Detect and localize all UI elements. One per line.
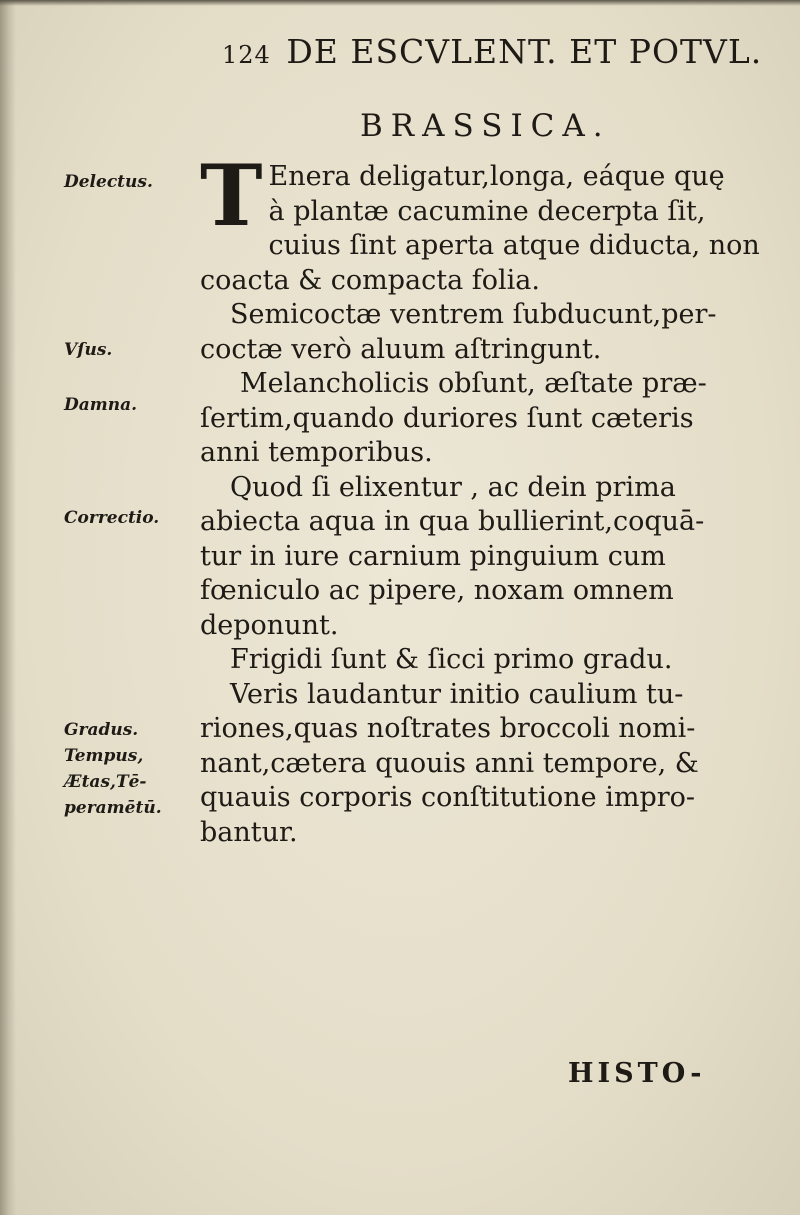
text-line: Enera deligatur,longa, eáque quę: [268, 161, 725, 192]
margin-note-correctio: Correctio.: [64, 508, 160, 528]
margin-note-usus: Vſus.: [64, 340, 113, 360]
section-title: BRASSICA.: [360, 108, 611, 144]
margin-note-tempus: Tempus,: [64, 746, 144, 766]
text-line: riones,quas noſtrates broccoli nomi-: [200, 713, 696, 744]
catchword: HISTO-: [568, 1058, 706, 1089]
text-line: cuius ſint aperta atque diducta, non: [268, 230, 760, 261]
page-top-shadow: [0, 0, 800, 6]
margin-note-gradus: Gradus.: [64, 720, 139, 740]
text-line: Frigidi ſunt & ſicci primo gradu.: [230, 644, 673, 675]
margin-note-aetas: Ætas,Tē-: [64, 772, 147, 792]
text-line: bantur.: [200, 816, 298, 848]
text-line: anni temporibus.: [200, 437, 433, 468]
text-line: Veris laudantur initio caulium tu-: [230, 678, 684, 710]
margin-note-damna: Damna.: [64, 395, 138, 415]
page-binding-shadow: [0, 0, 16, 1215]
running-header: [222, 32, 762, 71]
text-line: deponunt.: [200, 609, 339, 641]
page-number: 124: [222, 41, 271, 69]
text-line: coacta & compacta folia.: [200, 264, 540, 296]
text-line: Quod ſi elixentur , ac dein prima: [230, 471, 676, 503]
margin-note-delectus: Delectus.: [64, 172, 153, 192]
margin-note-peramentum: peramētū.: [64, 798, 162, 818]
text-line: tur in iure carnium pinguium cum: [200, 540, 666, 572]
body-text: [200, 146, 775, 850]
drop-capital: T: [200, 146, 263, 245]
text-line: ſertim,quando duriores ſunt cæteris: [200, 402, 694, 434]
text-line: quauis corporis conſtitutione impro-: [200, 782, 696, 813]
text-line: Semicoctæ ventrem ſubducunt,per-: [230, 299, 717, 330]
text-line: à plantæ cacumine decerpta ſit,: [268, 195, 706, 227]
text-line: Melancholicis obſunt, æſtate præ-: [240, 368, 707, 399]
running-title: DE ESCVLENT. ET POTVL.: [286, 32, 763, 71]
text-line: coctæ verò aluum aſtringunt.: [200, 333, 602, 365]
text-line: nant,cætera quouis anni tempore, &: [200, 747, 699, 779]
text-line: fœniculo ac pipere, noxam omnem: [200, 575, 674, 606]
text-line: abiecta aqua in qua bullierint,coquā-: [200, 506, 705, 537]
